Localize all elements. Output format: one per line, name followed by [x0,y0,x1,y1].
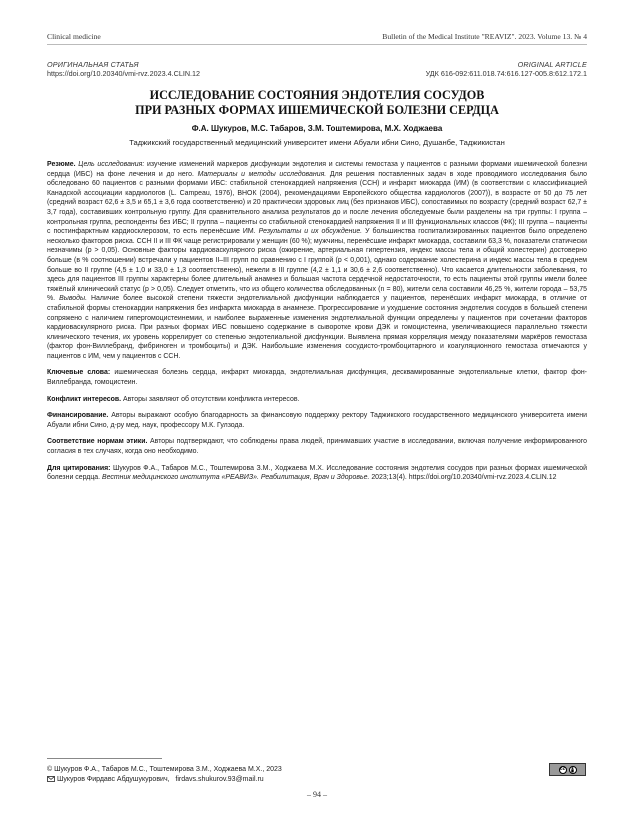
citation [47,464,587,483]
affiliation: Таджикский государственный медицинский университет имени Абуали ибни Сино, Душанбе, Таджикистан [129,138,505,147]
keywords-label: Ключевые слова: [47,369,111,377]
cc-license-badge[interactable] [549,763,586,776]
ethics [47,437,587,456]
article-title [47,88,587,118]
funding [47,411,587,430]
aim-text: изучение изменений маркеров дисфункции эндотелия и системы гемостаза у пациентов с разными формами ишемической болезни сердца (ИБС) на фоне лечения и до него. [47,161,587,178]
article-front-matter [47,160,587,490]
results-text: У большинства госпитализированных пациентов было определено несколько факторов риска. ССН II и III ФК чаще регистрировали у женщин (60 %); мужчины, перенёсшие инфаркт миокарда, составили 63,3 %, показатели статически незначимы (p > 0,05). Основные факторы кардиоваскулярного риска (ожирение, артериальная гипертензия, индекс массы тела и общий холестерин) достоверно больше (в % соотношении) встречали у пациентов II–III групп по сравнению с I группой (p < 0,001), однако содержание холестерина и индекс массы тела в среднем больше во II группе (4,5 ± 1,0 и 33,0 ± 1,3 соответственно), нежели в III группе (4,2 ± 1,1 и 30,6 ± 2,6 соответственно). Что касается длительности заболевания, то здесь для пациентов III группы характерны более длительный анамнез и большая частота сердечной недостаточности, то есть пациенты этой группы имели более тяжёлый клинический статус (p > 0,05). Следует отметить, что из общего количества обследованных (n = 80), жители села составили 46,25 %, жители города – 53,75 %. [47,228,588,303]
citation-link[interactable]: https://doi.org/10.20340/vmi-rvz.2023.4.CLIN.12 [408,474,557,482]
udc-code: УДК 616-092:611.018.74:616.127-005.8:612.172.1 [425,69,587,78]
identifiers-row [47,69,587,78]
title-line-2: ПРИ РАЗНЫХ ФОРМАХ ИШЕМИЧЕСКОЙ БОЛЕЗНИ СЕРДЦА [135,103,499,117]
running-head-section: Clinical medicine [47,32,101,41]
correspondence-author: Шукуров Фирдавс Абдушукурович, [56,776,170,783]
page-number: – 94 – [307,790,327,799]
funding-text: Авторы выражают особую благодарность за финансовую поддержку ректору Таджикского государственного медицинского университета имени Абуали ибни Сино, д-ру мед. наук, профессору М.К. Гулзода. [47,412,587,429]
keywords-text: ишемическая болезнь сердца, инфаркт миокарда, эндотелиальная дисфункция, десквамированные эндотелиальные клетки, фактор фон-Виллебранда, гомоцистеин. [47,369,587,387]
envelope-icon [47,776,55,782]
conclusions-text: Наличие более высокой степени тяжести эндотелиальной дисфункции наблюдается у пациентов, перенёсших инфаркт миокарда, в отличие от стабильной формы стенокардии напряжения без инфаркта миокарда в анамнезе. Прогрессирование и ухудшение состояния эндотелия сосудов в большей степени сопряжено с наличием гипергомоцистеинемии, и наиболее выраженные изменения эндотелиальной функции определены у пациентов при сочетании факторов кардиоваскулярного риска. При разных формах ИБС повышено содержание в сыворотке крови ДЭК и гомоцистеина, увеличивающиеся параллельно тяжести клинического течения, их уровень коррелирует со степенью эндотелиальной дисфункции. Выявлена прямая корреляция между показателями маркёров гемостаза (фактор фон-Виллебранд, фибриноген и тромбоциты) и ДЭК. Наибольшие изменения сосудисто-тромбоцитарного и коагуляционного гемостаза отмечаются у пациентов с ИМ, чем у пациентов с ССН. [47,295,587,360]
article-type-row [47,60,587,69]
aim-label: Цель исследования: [78,161,145,168]
doi-link[interactable]: https://doi.org/10.20340/vmi-rvz.2023.4.CLIN.12 [47,69,201,78]
copyright-line: © Шукуров Ф.А., Табаров М.С., Тоштемирова З.М., Ходжаева М.Х., 2023 [47,766,282,773]
abstract [47,160,587,361]
ethics-text: Авторы подтверждают, что соблюдены права людей, принимавших участие в исследовании, включая получение информированного согласия в тех случаях, когда оно необходимо. [47,438,587,456]
results-label: Результаты и их обсуждение. [258,228,363,236]
title-line-1: ИССЛЕДОВАНИЕ СОСТОЯНИЯ ЭНДОТЕЛИЯ СОСУДОВ [149,88,485,102]
footnote-divider [47,758,162,759]
methods-text: Для решения поставленных задач в ходе проводимого исследования было обследовано 60 пациентов с разными формами ИБС: стабильной стенокардией напряжения (ССН) и инфаркт миокарда (ИМ) (в соответствии с классификацией Канадской ассоциации кардиологов (L. Campeau, 1976), ВНОК (2004), рекомендациями Европейского общества кардиологов (2007)), в возрасте от 50 до 75 лет (средний возраст 62,6 ± 3,5 и 65,1 ± 3,6 года соответственно) и 20 практически здоровых лиц (без признаков ИБС), сопоставимых по возрасту (средний возраст 62,7 ± 3,7 года), составивших контрольную группу. Для сравнительного анализа результатов до и после лечения обследуемые были разделены на три группы: I группа – контрольная группа, респонденты без ИБС; II группа – пациенты со стабильной стенокардией напряжения II и III функциональных классов (ФК); III группа – пациенты с постинфарктным кардиосклерозом, то есть перенёсшие ИМ. [47,170,587,236]
ethics-label: Соответствие нормам этики. [47,438,148,446]
running-head [47,32,587,41]
citation-issue: 2023;13(4). [369,474,407,482]
correspondence-line [47,775,282,785]
correspondence-email[interactable]: firdavs.shukurov.93@mail.ru [175,776,264,783]
running-head-journal: Bulletin of the Medical Institute "REAVIZ". 2023. Volume 13. № 4 [382,32,587,41]
conflict-text: Авторы заявляют об отсутствии конфликта интересов. [121,395,300,403]
funding-label: Финансирование. [47,412,109,420]
header-divider [47,44,587,45]
by-attribution-icon [569,766,577,774]
conflict-of-interest [47,395,587,405]
article-type-en: ORIGINAL ARTICLE [517,60,587,69]
methods-label: Материалы и методы исследования. [197,170,327,178]
citation-label: Для цитирования: [47,464,111,472]
cc-icon: cc [559,767,566,772]
citation-authors-title: Шукуров Ф.А., Табаров М.С., Тоштемирова З.М., Ходжаева М.Х. Исследование состояния эндотелия сосудов при разных формах ишемической болезни сердца. [47,464,587,482]
keywords [47,368,587,387]
citation-journal: Вестник медицинского института «РЕАВИЗ». Реабилитация, Врач и Здоровье. [102,474,370,482]
article-type-ru: ОРИГИНАЛЬНАЯ СТАТЬЯ [47,60,139,69]
footer-notes [47,765,282,785]
conclusions-label: Выводы. [59,295,88,303]
abstract-label: Резюме. [47,161,76,168]
author-list: Ф.А. Шукуров, М.С. Табаров, З.М. Тоштемирова, М.Х. Ходжаева [191,124,443,133]
conflict-label: Конфликт интересов. [47,395,122,403]
